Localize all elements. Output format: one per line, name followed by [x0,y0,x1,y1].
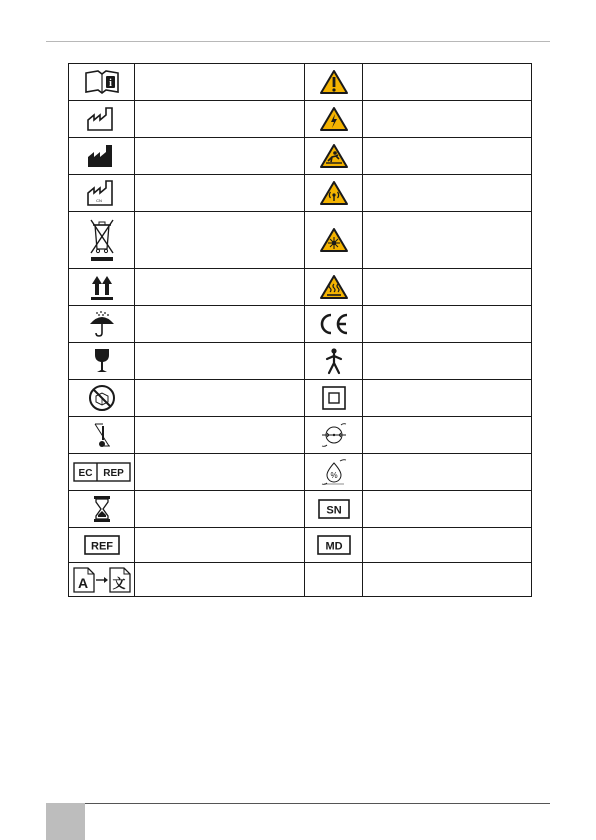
empty-cell [305,563,363,597]
symbol-description [363,417,532,454]
symbol-description [135,380,305,417]
type-b-applied-part-icon [305,343,362,379]
svg-text:文: 文 [111,575,126,591]
svg-text:CN: CN [95,198,102,203]
table-row [69,454,532,491]
symbol-description [363,175,532,212]
symbols-table [68,63,532,597]
symbol-description [363,380,532,417]
symbol-description [363,454,532,491]
svg-text:i: i [108,78,112,89]
symbol-description [363,138,532,175]
symbol-description [363,64,532,101]
keep-dry-icon [69,306,134,342]
page-number-tab [46,803,85,840]
country-of-manufacture-icon [69,175,134,211]
table-row [69,64,532,101]
svg-text:EC: EC [78,468,92,479]
footer-rule [85,803,550,804]
svg-text:%: % [329,471,338,480]
symbol-description [363,269,532,306]
consult-instructions-icon [69,64,134,100]
symbol-description [135,563,305,597]
table-row [69,528,532,563]
symbol-description [135,101,305,138]
humidity-limit-icon [305,454,362,490]
class-ii-equipment-icon [305,380,362,416]
table-row [69,491,532,528]
serial-number-icon [305,491,362,527]
manufacturer-icon [69,138,134,174]
general-warning-icon [305,64,362,100]
medical-device-icon [305,528,362,562]
non-ionizing-radiation-warning-icon [305,175,362,211]
ce-mark-icon [305,306,362,342]
fragile-icon [69,343,134,379]
symbol-description [135,343,305,380]
svg-text:A: A [77,574,88,591]
date-of-manufacture-icon [69,101,134,137]
symbol-description [363,491,532,528]
header-rule [46,41,550,42]
symbol-description [135,64,305,101]
symbol-description [135,528,305,563]
symbol-description [135,454,305,491]
hot-surface-warning-icon [305,269,362,305]
use-by-date-icon [69,491,134,527]
electricity-warning-icon [305,101,362,137]
laser-warning-icon [305,212,362,268]
svg-text:REF: REF [90,540,113,553]
table-row [69,380,532,417]
table-row [69,343,532,380]
svg-text:REP: REP [102,468,124,479]
symbol-description [135,269,305,306]
symbol-description [135,138,305,175]
ec-rep-icon [69,454,134,490]
translation-icon [69,563,134,596]
temperature-limit-icon [69,417,134,453]
do-not-use-if-damaged-icon [69,380,134,416]
symbol-description [363,212,532,269]
table-row [69,306,532,343]
symbol-description [363,306,532,343]
symbol-description [135,306,305,343]
weee-crossed-bin-icon [69,212,134,268]
symbol-description [363,528,532,563]
table-row [69,417,532,454]
table-row [69,138,532,175]
table-row [69,269,532,306]
svg-text:SN: SN [325,504,342,517]
atmospheric-pressure-limit-icon [305,417,362,453]
symbol-description [135,175,305,212]
symbol-description [363,101,532,138]
table-row [69,563,532,597]
catalogue-number-icon [69,528,134,562]
symbol-description [135,417,305,454]
symbol-description [135,212,305,269]
this-way-up-icon [69,269,134,305]
symbol-description [135,491,305,528]
table-row [69,212,532,269]
table-row [69,175,532,212]
svg-text:MD: MD [324,540,343,553]
trip-hazard-warning-icon [305,138,362,174]
symbol-description [363,563,532,597]
symbol-description [363,343,532,380]
table-row [69,101,532,138]
